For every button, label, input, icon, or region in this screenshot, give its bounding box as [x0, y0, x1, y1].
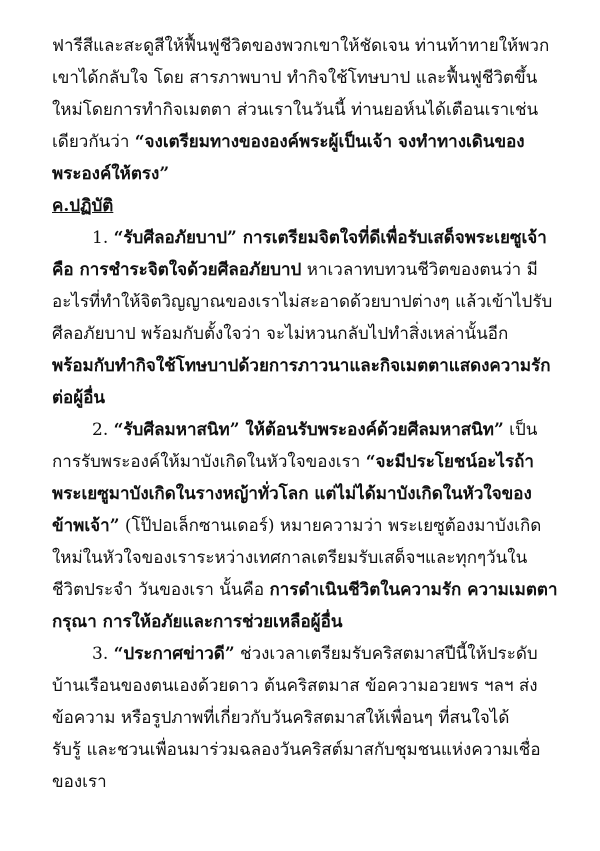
item2-line-6-text: ชีวิตประจำ วันของเรา นั้นคือ	[52, 580, 270, 600]
item2-line-5: ใหม่ในหัวใจของเราระหว่างเทศกาลเตรียมรับเสด็จฯและทุกๆวันใน	[52, 548, 528, 568]
item2-line-4	[52, 514, 541, 538]
intro-line-4	[52, 130, 525, 154]
intro-line-5: พระองค์ให้ตรง”	[52, 164, 170, 184]
item1-emphasis: คือ การชำระจิตใจด้วยศีลอภัยบาป	[52, 260, 302, 280]
item3-line-1	[92, 642, 538, 666]
item3-line-3: ข้อความ หรือรูปภาพที่เกี่ยวกับวันคริสตมาสให้เพื่อนๆ ที่สนใจได้	[52, 708, 510, 728]
intro-line-3: ใหม่โดยการทำกิจเมตตา ส่วนเราในวันนี้ ท่านยอห์นได้เตือนเราเช่น	[52, 100, 539, 120]
item1-line-1	[92, 226, 547, 250]
intro-quote: “จงเตรียมทางขององค์พระผู้เป็นเจ้า จงทำทางเดินของ	[134, 132, 525, 152]
item3-title: “ประกาศข่าวดี”	[113, 644, 235, 664]
item2-line-7: กรุณา การให้อภัยและการช่วยเหลือผู้อื่น	[52, 612, 343, 632]
item1-line-5: พร้อมกับทำกิจใช้โทษบาปด้วยการภาวนาและกิจเมตตาแสดงความรัก	[52, 356, 551, 376]
intro-line-1: ฟารีสีและสะดูสีให้ฟื้นฟูชีวิตของพวกเขาให้ชัดเจน ท่านท้าทายให้พวก	[52, 36, 550, 56]
item1-line-3: อะไรที่ทำให้จิตวิญญาณของเราไม่สะอาดด้วยบาปต่างๆ แล้วเข้าไปรับ	[52, 292, 553, 312]
item3-line-5: ของเรา	[52, 772, 107, 792]
item1-line-2-text: หาเวลาทบทวนชีวิตของตนว่า มี	[301, 260, 538, 280]
item1-line-2	[52, 258, 538, 282]
item2-quote-end: ข้าพเจ้า”	[52, 516, 120, 536]
item2-title: “รับศีลมหาสนิท” ให้ต้อนรับพระองค์ด้วยศีลมหาสนิท”	[113, 420, 504, 440]
item1-title: “รับศีลอภัยบาป” การเตรียมจิตใจที่ดีเพื่อรับเสด็จพระเยซูเจ้า	[113, 228, 547, 248]
intro-line-4-text: เดียวกันว่า	[52, 132, 135, 152]
item2-quote-start: “จะมีประโยชน์อะไรถ้า	[365, 452, 534, 472]
item3-number: 3.	[92, 644, 114, 664]
item3-line-4: รับรู้ และชวนเพื่อนมาร่วมฉลองวันคริสต์มาสกับชุมชนแห่งความเชื่อ	[52, 740, 541, 760]
section-heading: ค.ปฏิบัติ	[52, 196, 114, 216]
item2-line-1	[92, 418, 537, 442]
item2-line-2-text: การรับพระองค์ให้มาบังเกิดในหัวใจของเรา	[52, 452, 366, 472]
item1-number: 1.	[92, 228, 114, 248]
item1-line-6: ต่อผู้อื่น	[52, 388, 106, 408]
intro-line-2: เขาได้กลับใจ โดย สารภาพบาป ทำกิจใช้โทษบาป และฟื้นฟูชีวิตขึ้น	[52, 68, 538, 88]
item2-line-3: พระเยซูมาบังเกิดในรางหญ้าทั่วโลก แต่ไม่ได้มาบังเกิดในหัวใจของ	[52, 484, 532, 504]
item2-emphasis: การดำเนินชีวิตในความรัก ความเมตตา	[269, 580, 558, 600]
item2-number: 2.	[92, 420, 114, 440]
item3-line-2: บ้านเรือนของตนเองด้วยดาว ต้นคริสตมาส ข้อความอวยพร ฯลฯ ส่ง	[52, 676, 538, 696]
item2-line-2	[52, 450, 534, 474]
item2-line-4-text: (โป๊ปอเล็กซานเดอร์) หมายความว่า พระเยซูต้องมาบังเกิด	[119, 516, 542, 536]
item2-line-6	[52, 578, 558, 602]
item3-line-1-tail: ช่วงเวลาเตรียมรับคริสตมาสปีนี้ให้ประดับ	[234, 644, 538, 664]
item2-line-1-tail: เป็น	[503, 420, 538, 440]
item1-line-4: ศีลอภัยบาป พร้อมกับตั้งใจว่า จะไม่หวนกลับไปทำสิ่งเหล่านั้นอีก	[52, 324, 509, 344]
